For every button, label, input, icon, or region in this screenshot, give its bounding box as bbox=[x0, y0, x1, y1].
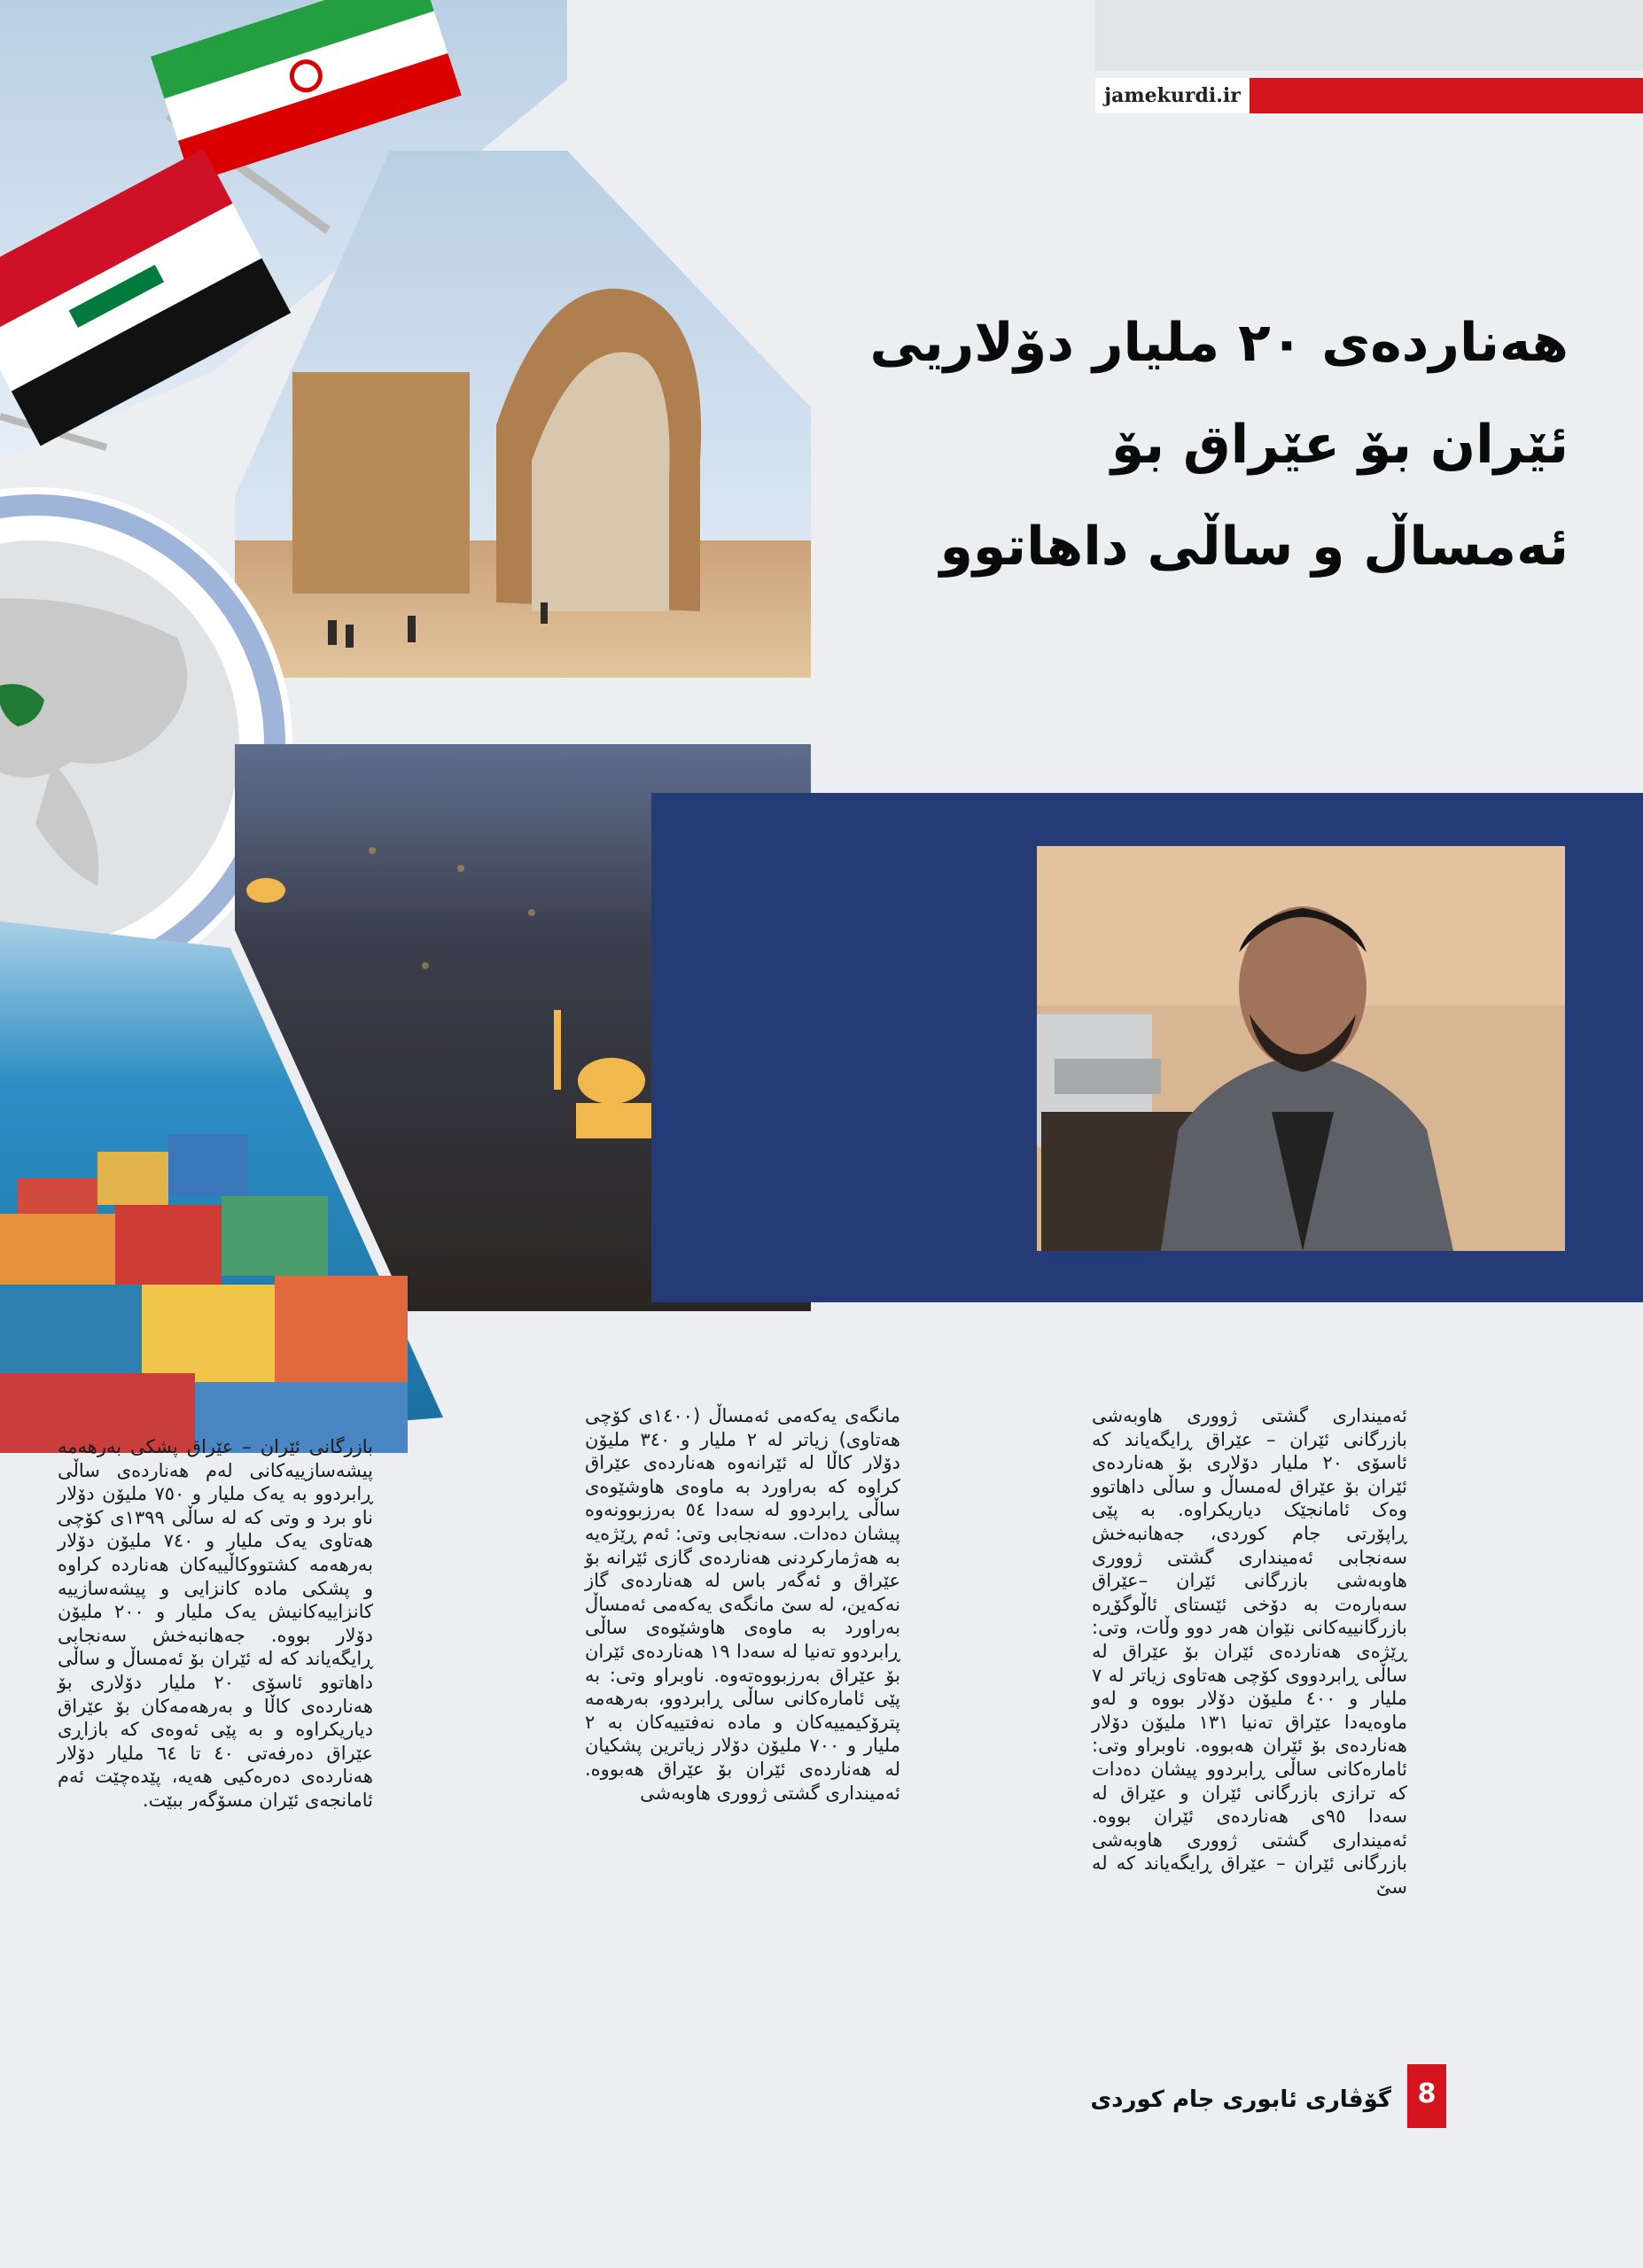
article-paragraph: مانگەی یەکەمی ئەمساڵ (١٤٠٠ی کۆچی هەتاوی) زیاتر لە ٢ مليار و ٣٤٠ ملیۆن دۆلار کاڵا لە ئێرانەوە هەناردەی عێراق کراوە کە بەراورد بە ماوەی هاوشێوەی ساڵی ڕابردوو لە سەدا ٥٤ بەرزبوونەوە پیشان دەدات. سەنجابی وتی: ئەم ڕێژەیە بە هەژمارکردنی هەناردەی گازی ئێرانە بۆ عێراق و ئەگەر باس لە هەناردەی گاز نەکەین، لە سێ مانگەی یەکەمی ئەمساڵ بەراورد بە ماوەی هاوشێوەی ساڵی ڕابردوو تەنیا لە سەدا ١٩ هەناردەی ئێران بۆ عێراق بەرزبووەتەوە. ناوبراو وتی: بە پێی ئامارەکانی ساڵی ڕابردوو، بەرهەمە پترۆکیمییەکان و مادە نەفتییەکان بە ٢ مليار و ٧٠٠ ملیۆن دۆلار زیاترین پشکیان لە هەناردەی ئێران بۆ عێراق هەبووە. ئەمیندارى گشتى ژوورى هاوبەشى bbox=[585, 1405, 900, 1804]
page-number: 8 bbox=[1417, 2078, 1437, 2109]
article-column-right bbox=[1092, 1404, 1407, 1899]
magazine-title: گۆڤاری ئابوری جام کوردی bbox=[1090, 2086, 1391, 2113]
header-gray-bar bbox=[1095, 0, 1643, 71]
portrait-photo bbox=[1037, 846, 1565, 1251]
header-red-stripe bbox=[1250, 78, 1643, 113]
article-headline bbox=[868, 292, 1569, 598]
article-paragraph: ئەمیندارى گشتى ژوورى هاوبەشى بازرگانی ئێران – عێراق ڕایگەیاند کە ئاسۆی ٢٠ مليار دۆلاری بۆ هەناردەی ئێران بۆ عێراق لەمساڵ و ساڵی داهاتوو وەک ئامانجێک دیاریکراوە. بە پێی ڕاپۆرتی جام کوردی، جەهانبەخش سەنجابی ئەمیندارى گشتى ژوورى هاوبەشى بازرگانى ئێران –عێراق سەبارەت بە دۆخی ئێستای ئاڵوگۆڕە بازرگانییەکانی نێوان هەر دوو وڵات، وتی: ڕێژەی هەناردەی ئێران بۆ عێراق لە ساڵی ڕابردووی کۆچی هەتاوی زیاتر لە ٧ مليار و ٤٠٠ ملیۆن دۆلار بووە و لەو ماوەیەدا عێراق تەنیا ١٣١ ملیۆن دۆلار هەناردەی بۆ ئێران هەبووە. ناوبراو وتی: ئامارەکانی ساڵی ڕابردوو پیشان دەدات کە ترازی بازرگانی ئێران و عێراق لە سەدا ٩٥ی هەناردەی ئێران بووە. ئەمیندارى گشتى ژوورى هاوبەشى بازرگانی ئێران – عێراق ڕایگەیاند کە لە سێ bbox=[1092, 1405, 1408, 1898]
article-column-left bbox=[58, 1435, 373, 1813]
headline-line: هەناردەی ٢٠ مليار دۆلاريی bbox=[869, 312, 1569, 374]
site-url[interactable]: jamekurdi.ir bbox=[1095, 78, 1250, 113]
article-paragraph: بازرگانی ئێران – عێراق پشکی بەرهەمە پیشەسازییەکانی لەم هەناردەی ساڵی ڕابردوو بە یەک مليار و ٧٥٠ ملیۆن دۆلار ناو برد و وتی کە لە ساڵی ١٣٩٩ی کۆچی هەتاوی یەک مليار و ٧٤٠ ملیۆن دۆلار بەرهەمە کشتووکاڵییەکان هەناردە کراوە و پشکی مادە کانزایی و پیشەسازییە کانزاییەکانیش یەک مليار و ٢٠٠ ملیۆن دۆلار بووە. جەهانبەخش سەنجابی ڕایگەیاند کە لە ئێران بۆ ئەمساڵ و ساڵی داهاتوو ئاسۆی ٢٠ مليار دۆلاری بۆ هەناردەی کاڵا و بەرهەمەکان بۆ عێراق دیاریکراوە و بە پێی ئەوەی کە بازاڕی عێراق دەرفەتی ٤٠ تا ٦٤ مليار دۆلار هەناردەی دەرەکیی هەیە، پێدەچێت ئەم ئامانجەی ئێران مسۆگەر ببێت. bbox=[58, 1436, 374, 1811]
headline-line: ئەمساڵ و ساڵی داهاتوو bbox=[939, 516, 1569, 578]
article-column-middle bbox=[585, 1404, 900, 1805]
headline-line: ئێران بۆ عێراق بۆ bbox=[1110, 414, 1569, 476]
